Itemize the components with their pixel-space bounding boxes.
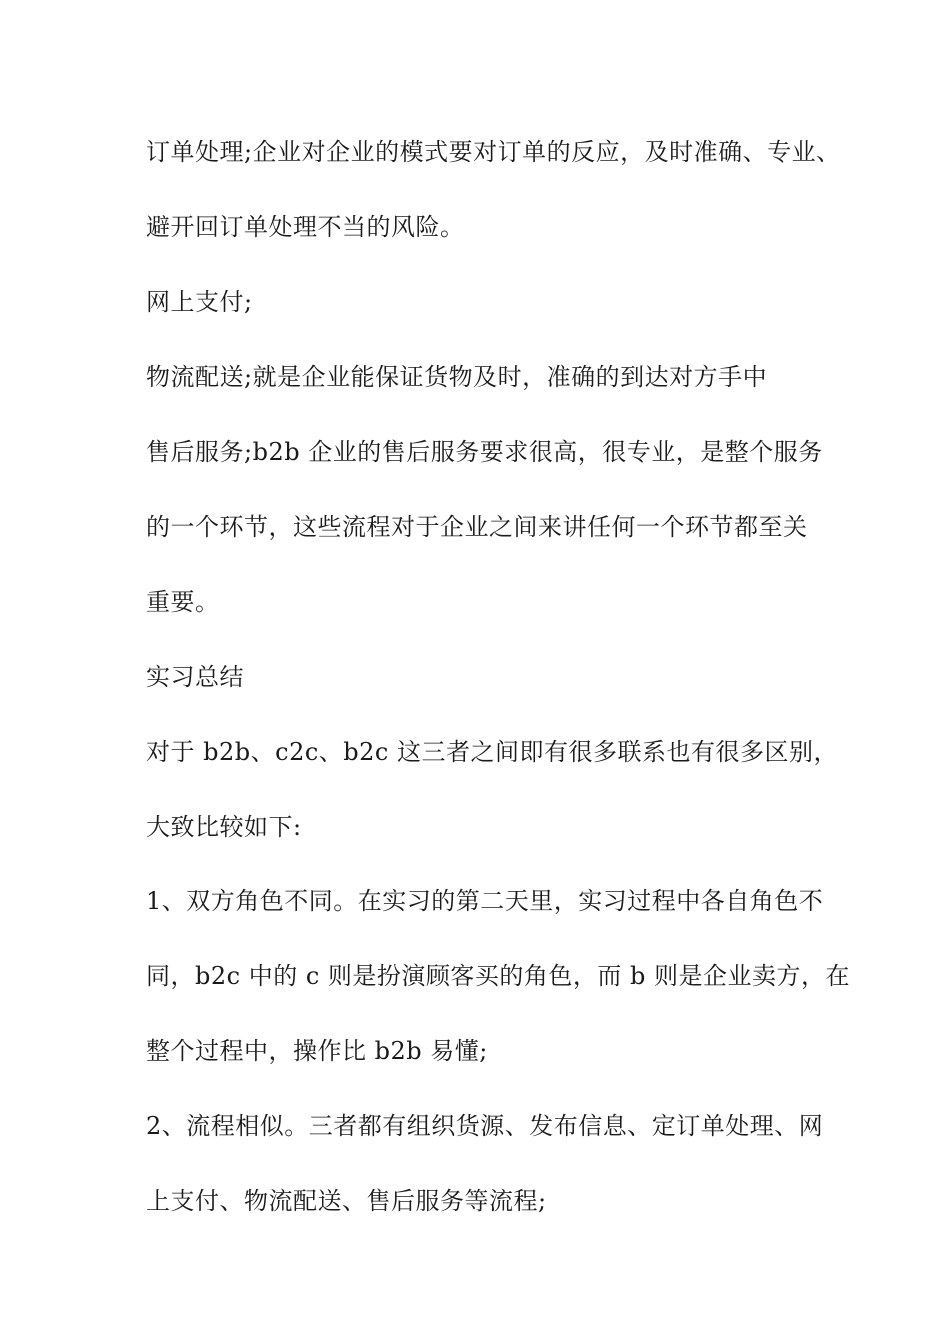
paragraph-logistics: 物流配送;就是企业能保证货物及时，准确的到达对方手中	[146, 363, 768, 391]
list-item-1-line-3: 整个过程中，操作比 b2b 易懂;	[146, 1037, 488, 1065]
paragraph-order-processing-line-1: 订单处理;企业对企业的模式要对订单的反应，及时准确、专业、	[146, 138, 841, 166]
list-item-1-line-1: 1、双方角色不同。在实习的第二天里，实习过程中各自角色不	[146, 887, 824, 915]
paragraph-comparison-intro-line-1: 对于 b2b、c2c、b2c 这三者之间即有很多联系也有很多区别，	[146, 738, 838, 766]
list-item-2-line-2: 上支付、物流配送、售后服务等流程;	[146, 1187, 547, 1215]
list-item-2-line-1: 2、流程相似。三者都有组织货源、发布信息、定订单处理、网	[146, 1112, 824, 1140]
paragraph-after-sales-line-3: 重要。	[146, 588, 220, 616]
paragraph-after-sales-line-1: 售后服务;b2b 企业的售后服务要求很高，很专业，是整个服务	[146, 438, 823, 466]
paragraph-order-processing-line-2: 避开回订单处理不当的风险。	[146, 213, 465, 241]
section-heading-internship-summary: 实习总结	[146, 663, 244, 691]
paragraph-online-payment: 网上支付;	[146, 288, 253, 316]
paragraph-after-sales-line-2: 的一个环节，这些流程对于企业之间来讲任何一个环节都至关	[146, 513, 808, 541]
list-item-1-line-2: 同，b2c 中的 c 则是扮演顾客买的角色，而 b 则是企业卖方，在	[146, 962, 851, 990]
paragraph-comparison-intro-line-2: 大致比较如下:	[146, 813, 302, 841]
